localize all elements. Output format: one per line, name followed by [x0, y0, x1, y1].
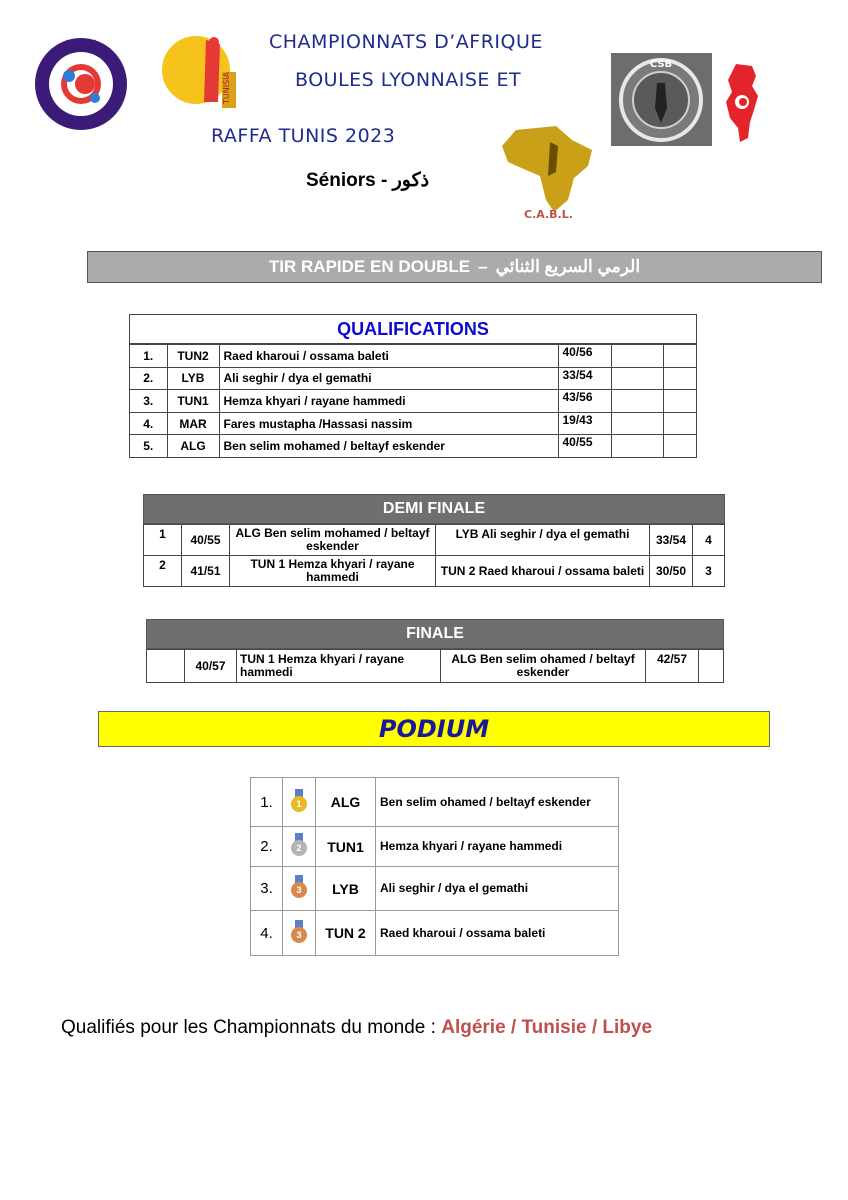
players-cell: Ali seghir / dya el gemathi	[219, 367, 558, 390]
table-row	[130, 345, 696, 368]
podium-table	[250, 777, 619, 956]
empty-cell	[663, 367, 696, 390]
result-cell: 4	[693, 525, 725, 556]
category-ar: ذكور	[392, 170, 430, 191]
qualifications-heading: QUALIFICATIONS	[130, 315, 696, 344]
score-cell: 40/56	[558, 345, 611, 368]
table-row	[130, 367, 696, 390]
final-heading: FINALE	[146, 619, 724, 649]
silver-medal-icon: 2	[289, 833, 309, 857]
code-cell: TUN1	[316, 827, 376, 867]
table-row	[130, 412, 696, 435]
empty-cell	[663, 390, 696, 413]
table-row	[251, 778, 619, 827]
tunisia-map-icon	[722, 62, 762, 144]
team-b-cell: ALG Ben selim ohamed / beltayf eskender	[441, 650, 646, 683]
empty-cell	[663, 412, 696, 435]
empty-cell	[147, 650, 185, 683]
title-line-2: BOULES LYONNAISE ET	[295, 69, 522, 91]
players-cell: Raed kharoui / ossama baleti	[219, 345, 558, 368]
bronze-medal-icon: 3	[289, 875, 309, 899]
svg-text:CSB: CSB	[649, 59, 673, 70]
score-b-cell: 30/50	[650, 556, 693, 587]
podium-banner	[98, 711, 770, 747]
svg-text:★★★★★: ★★★★★	[63, 38, 99, 47]
final-table	[146, 619, 724, 683]
tunisia-boules-logo	[160, 32, 242, 116]
cabl-label: C.A.B.L.	[524, 208, 573, 221]
table-row	[251, 867, 619, 911]
rank-cell: 2.	[130, 367, 167, 390]
team-a-cell: TUN 1 Hemza khyari / rayane hammedi	[237, 650, 441, 683]
table-row	[144, 556, 725, 587]
players-cell: Hemza khyari / rayane hammedi	[376, 827, 619, 867]
team-b-cell: TUN 2 Raed kharoui / ossama baleti	[436, 556, 650, 587]
empty-cell	[699, 650, 724, 683]
table-row	[130, 435, 696, 458]
result-cell: 3	[693, 556, 725, 587]
code-cell: ALG	[316, 778, 376, 827]
rank-cell: 4.	[130, 412, 167, 435]
players-cell: Ben selim mohamed / beltayf eskender	[219, 435, 558, 458]
score-a-cell: 41/51	[182, 556, 230, 587]
csb-logo	[611, 53, 712, 146]
code-cell: ALG	[167, 435, 219, 458]
score-cell: 43/56	[558, 390, 611, 413]
empty-cell	[611, 345, 663, 368]
score-a-cell: 40/55	[182, 525, 230, 556]
code-cell: TUN1	[167, 390, 219, 413]
qualifications-table	[129, 314, 697, 458]
score-a-cell: 40/57	[185, 650, 237, 683]
event-banner	[87, 251, 822, 283]
team-a-cell: ALG Ben selim mohamed / beltayf eskender	[230, 525, 436, 556]
qualified-label: Qualifiés pour les Championnats du monde :	[61, 1017, 442, 1038]
code-cell: LYB	[316, 867, 376, 911]
team-b-cell: LYB Ali seghir / dya el gemathi	[436, 525, 650, 556]
qualified-note	[61, 1017, 652, 1039]
ftbp-logo	[33, 36, 129, 132]
event-title-separator: –	[478, 257, 488, 276]
title-line-3: RAFFA TUNIS 2023	[211, 125, 396, 147]
semi-final-heading: DEMI FINALE	[143, 494, 725, 524]
score-b-cell: 42/57	[646, 650, 699, 683]
event-title-fr: TIR RAPIDE EN DOUBLE	[268, 257, 471, 276]
table-row	[130, 390, 696, 413]
empty-cell	[611, 367, 663, 390]
table-row	[251, 911, 619, 956]
table-row	[144, 525, 725, 556]
empty-cell	[611, 412, 663, 435]
table-row	[147, 650, 724, 683]
players-cell: Raed kharoui / ossama baleti	[376, 911, 619, 956]
empty-cell	[611, 390, 663, 413]
code-cell: TUN2	[167, 345, 219, 368]
players-cell: Hemza khyari / rayane hammedi	[219, 390, 558, 413]
cabl-africa-logo	[496, 120, 598, 225]
rank-cell: 1.	[251, 778, 283, 827]
bronze-medal-icon: 3	[289, 920, 309, 944]
category-fr: Séniors -	[306, 170, 393, 191]
rank-cell: 5.	[130, 435, 167, 458]
score-cell: 19/43	[558, 412, 611, 435]
empty-cell	[663, 345, 696, 368]
event-title-ar: الرمي السريع الثنائي	[495, 257, 641, 276]
rank-cell: 3.	[130, 390, 167, 413]
empty-cell	[611, 435, 663, 458]
score-cell: 33/54	[558, 367, 611, 390]
code-cell: MAR	[167, 412, 219, 435]
rank-cell: 3.	[251, 867, 283, 911]
table-row	[251, 827, 619, 867]
players-cell: Ali seghir / dya el gemathi	[376, 867, 619, 911]
qualified-countries: Algérie / Tunisie / Libye	[441, 1017, 653, 1038]
players-cell: Fares mustapha /Hassasi nassim	[219, 412, 558, 435]
team-a-cell: TUN 1 Hemza khyari / rayane hammedi	[230, 556, 436, 587]
rank-cell: 2.	[251, 827, 283, 867]
empty-cell	[663, 435, 696, 458]
match-number: 2	[144, 556, 182, 587]
score-cell: 40/55	[558, 435, 611, 458]
code-cell: TUN 2	[316, 911, 376, 956]
rank-cell: 4.	[251, 911, 283, 956]
svg-text:TUNISIA: TUNISIA	[222, 72, 231, 104]
players-cell: Ben selim ohamed / beltayf eskender	[376, 778, 619, 827]
match-number: 1	[144, 525, 182, 556]
code-cell: LYB	[167, 367, 219, 390]
gold-medal-icon: 1	[289, 789, 309, 813]
podium-heading: PODIUM	[378, 715, 490, 743]
score-b-cell: 33/54	[650, 525, 693, 556]
category-title	[306, 169, 429, 192]
rank-cell: 1.	[130, 345, 167, 368]
semi-final-table	[143, 494, 725, 587]
title-line-1: CHAMPIONNATS D’AFRIQUE	[269, 31, 543, 53]
